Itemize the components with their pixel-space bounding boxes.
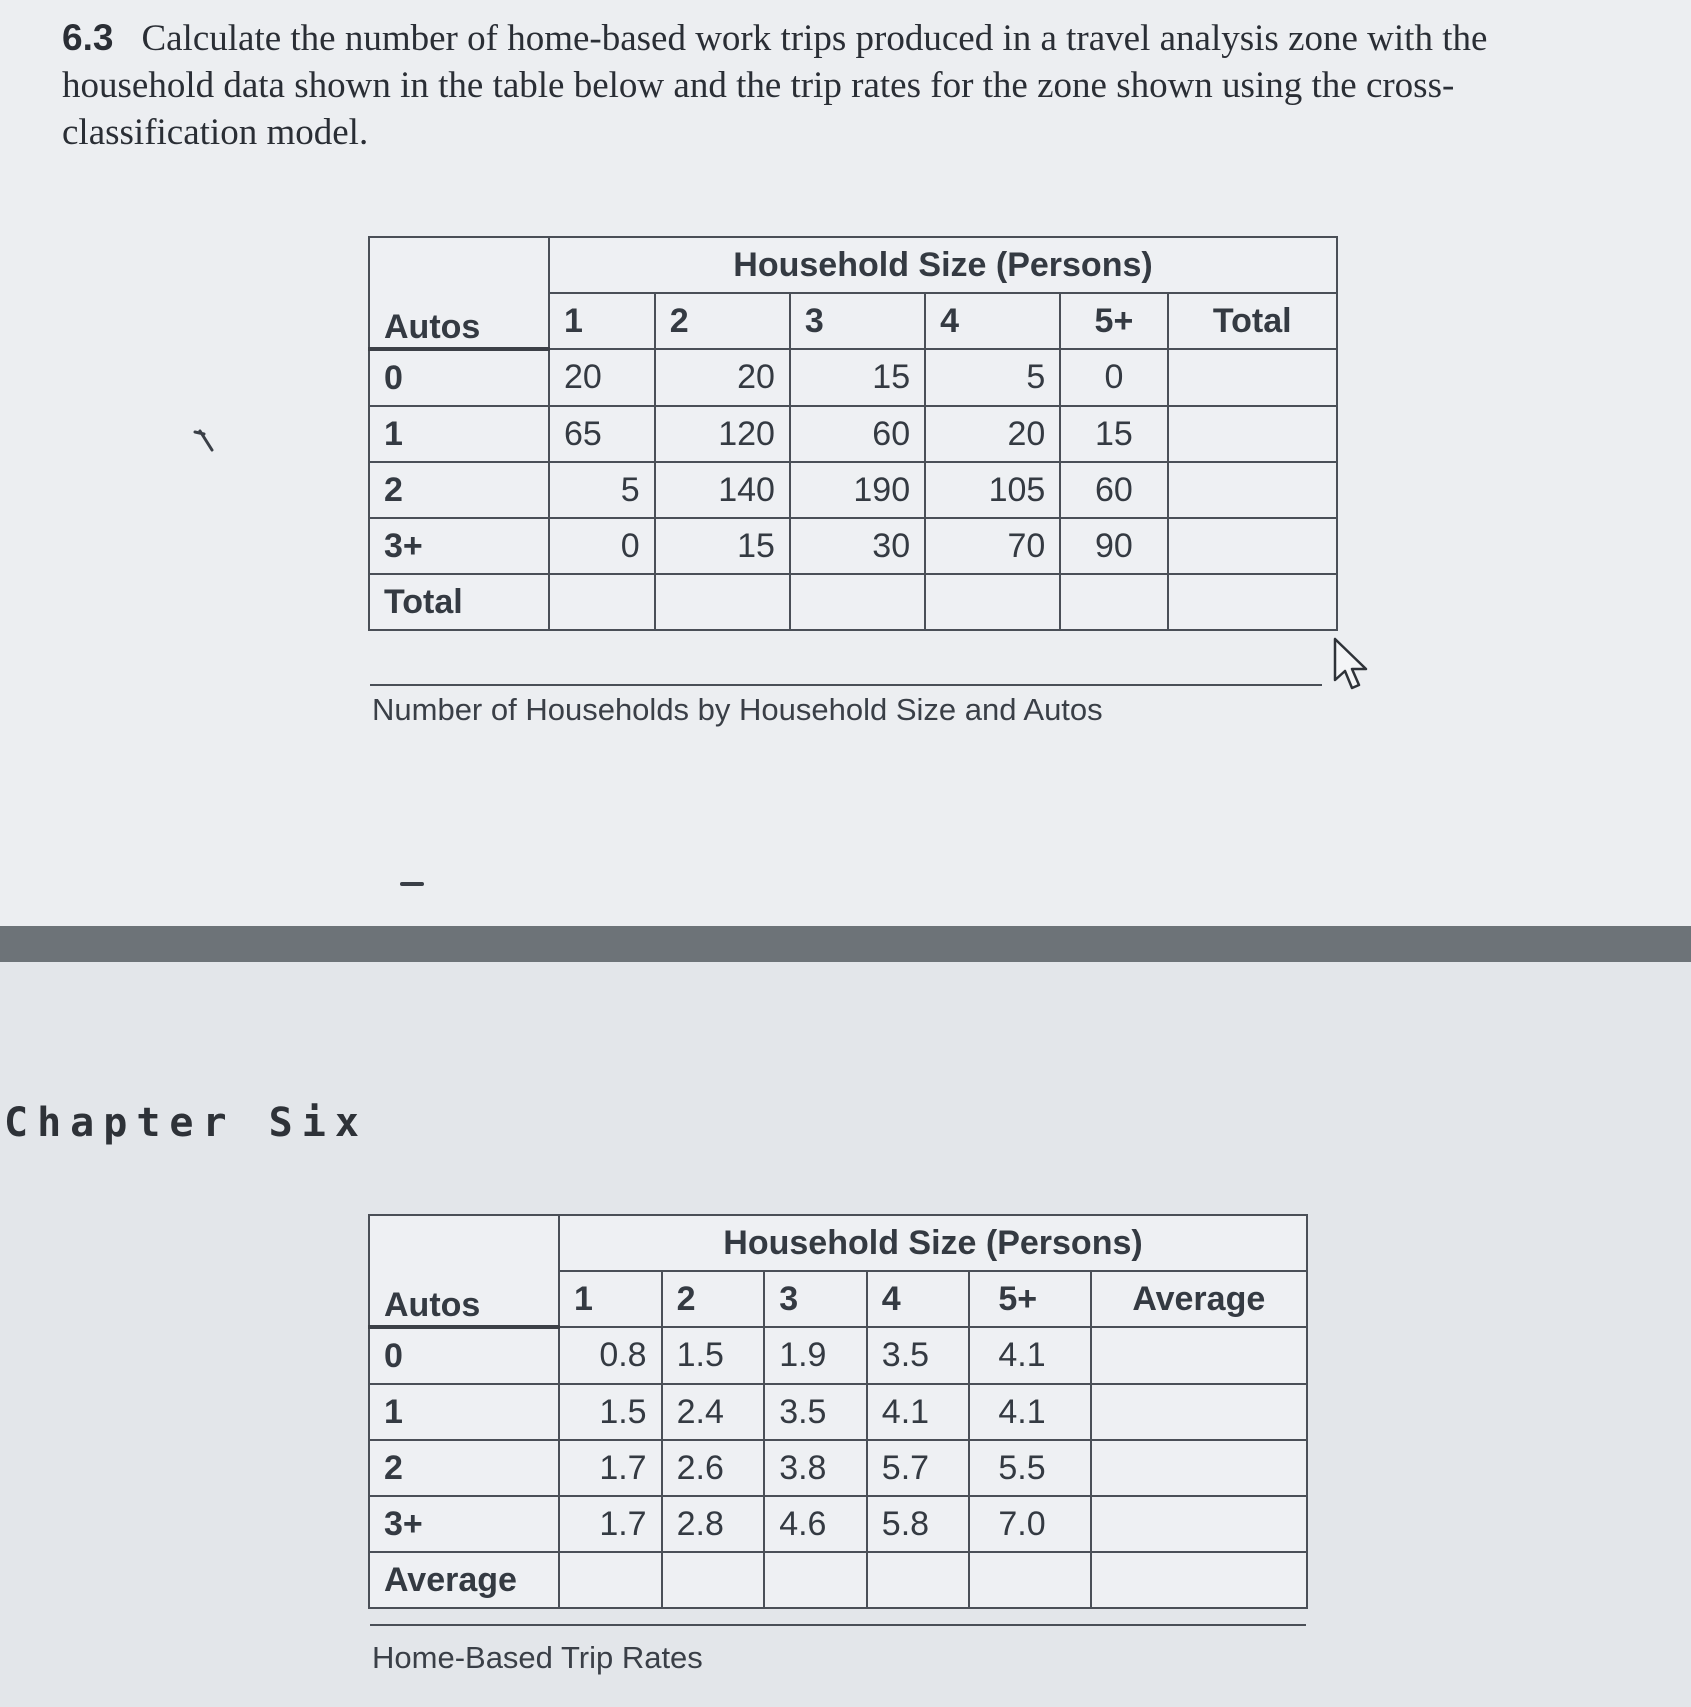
table-cell: 15 xyxy=(1060,406,1167,462)
row-label: 1 xyxy=(369,406,549,462)
table-cell xyxy=(559,1552,662,1608)
table-cell xyxy=(1091,1440,1307,1496)
table-cell: 7.0 xyxy=(969,1496,1090,1552)
table-cell: 15 xyxy=(655,518,790,574)
page-divider xyxy=(0,926,1691,962)
table-cell xyxy=(1091,1496,1307,1552)
col-header-3: 3 xyxy=(764,1271,867,1327)
table-cell: 140 xyxy=(655,462,790,518)
row-label: 0 xyxy=(369,349,549,406)
table-cell: 4.1 xyxy=(969,1327,1090,1384)
table-row xyxy=(369,462,1337,518)
table-cell: 20 xyxy=(655,349,790,406)
table-row xyxy=(369,518,1337,574)
table-cell xyxy=(1168,574,1337,630)
corner-cell xyxy=(369,1215,559,1327)
table-cell xyxy=(1168,462,1337,518)
table-cell: 3.5 xyxy=(764,1384,867,1440)
table-cell: 5 xyxy=(925,349,1060,406)
table-cell: 20 xyxy=(549,349,655,406)
table-cell xyxy=(662,1552,765,1608)
col-header-5plus: 5+ xyxy=(1060,293,1167,349)
caption-rule xyxy=(370,684,1322,686)
table2-caption: Home-Based Trip Rates xyxy=(372,1640,703,1675)
table-cell: 5 xyxy=(549,462,655,518)
table-cell xyxy=(790,574,925,630)
table-cell xyxy=(1091,1327,1307,1384)
row-label: 1 xyxy=(369,1384,559,1440)
row-label: 0 xyxy=(369,1327,559,1384)
table-cell: 30 xyxy=(790,518,925,574)
table-cell: 1.7 xyxy=(559,1440,662,1496)
row-label: 2 xyxy=(369,1440,559,1496)
table-row xyxy=(369,1496,1307,1552)
dash-mark-icon xyxy=(400,880,424,888)
table-cell xyxy=(1168,406,1337,462)
table-cell: 2.6 xyxy=(662,1440,765,1496)
chapter-label: Chapter Six xyxy=(4,1100,368,1146)
table-cell: 120 xyxy=(655,406,790,462)
table-cell: 4.6 xyxy=(764,1496,867,1552)
table-cell: 2.4 xyxy=(662,1384,765,1440)
table-cell: 4.1 xyxy=(969,1384,1090,1440)
table-cell: 60 xyxy=(790,406,925,462)
table-row xyxy=(369,1552,1307,1608)
mouse-pointer-icon xyxy=(1332,636,1376,694)
table-cell: 4.1 xyxy=(867,1384,970,1440)
table-cell: 190 xyxy=(790,462,925,518)
corner-cell xyxy=(369,237,549,349)
col-header-2: 2 xyxy=(662,1271,765,1327)
autos-header: Autos xyxy=(384,308,481,346)
table-cell: 1.9 xyxy=(764,1327,867,1384)
table-cell: 0.8 xyxy=(559,1327,662,1384)
table-row xyxy=(369,406,1337,462)
table-cell: 60 xyxy=(1060,462,1167,518)
table-cell: 3.8 xyxy=(764,1440,867,1496)
table-cell: 1.5 xyxy=(559,1384,662,1440)
col-header-total: Total xyxy=(1168,293,1337,349)
col-header-4: 4 xyxy=(925,293,1060,349)
trip-rates-table xyxy=(368,1214,1308,1609)
table-cell xyxy=(1091,1552,1307,1608)
table-cell: 5.8 xyxy=(867,1496,970,1552)
table-cell: 1.5 xyxy=(662,1327,765,1384)
table-cell: 0 xyxy=(549,518,655,574)
problem-text: Calculate the number of home-based work trips produced in a travel analysis zone with the household data shown in the table below and the trip rates for the zone shown using the cross-classification model. xyxy=(62,18,1488,153)
table-cell: 3.5 xyxy=(867,1327,970,1384)
col-header-1: 1 xyxy=(549,293,655,349)
caption-rule xyxy=(370,1624,1306,1626)
table-cell: 1.7 xyxy=(559,1496,662,1552)
table-cell: 105 xyxy=(925,462,1060,518)
table-cell xyxy=(549,574,655,630)
col-header-1: 1 xyxy=(559,1271,662,1327)
household-size-header: Household Size (Persons) xyxy=(559,1215,1307,1271)
table-cell xyxy=(925,574,1060,630)
table-cell xyxy=(1168,349,1337,406)
table-cell: 2.8 xyxy=(662,1496,765,1552)
table-cell: 5.7 xyxy=(867,1440,970,1496)
table1-caption: Number of Households by Household Size and Autos xyxy=(372,692,1103,727)
table-cell xyxy=(867,1552,970,1608)
pen-mark-icon xyxy=(192,428,216,454)
households-table xyxy=(368,236,1338,631)
problem-statement xyxy=(62,14,1632,156)
col-header-average: Average xyxy=(1091,1271,1307,1327)
table-cell: 20 xyxy=(925,406,1060,462)
row-label: Average xyxy=(369,1552,559,1608)
table-row xyxy=(369,1440,1307,1496)
row-label: Total xyxy=(369,574,549,630)
table-cell: 70 xyxy=(925,518,1060,574)
col-header-5plus: 5+ xyxy=(969,1271,1090,1327)
col-header-4: 4 xyxy=(867,1271,970,1327)
table-cell xyxy=(764,1552,867,1608)
table-cell xyxy=(1168,518,1337,574)
table-row xyxy=(369,349,1337,406)
row-label: 3+ xyxy=(369,518,549,574)
table-cell xyxy=(1060,574,1167,630)
col-header-3: 3 xyxy=(790,293,925,349)
table-cell: 90 xyxy=(1060,518,1167,574)
table-cell: 5.5 xyxy=(969,1440,1090,1496)
table-cell: 65 xyxy=(549,406,655,462)
problem-number: 6.3 xyxy=(62,17,114,58)
table-cell: 15 xyxy=(790,349,925,406)
table-cell xyxy=(1091,1384,1307,1440)
table-row xyxy=(369,574,1337,630)
table-cell xyxy=(969,1552,1090,1608)
table-cell: 0 xyxy=(1060,349,1167,406)
table-row xyxy=(369,1384,1307,1440)
row-label: 3+ xyxy=(369,1496,559,1552)
col-header-2: 2 xyxy=(655,293,790,349)
household-size-header: Household Size (Persons) xyxy=(549,237,1337,293)
table-row xyxy=(369,1327,1307,1384)
autos-header: Autos xyxy=(384,1286,481,1324)
row-label: 2 xyxy=(369,462,549,518)
table-cell xyxy=(655,574,790,630)
